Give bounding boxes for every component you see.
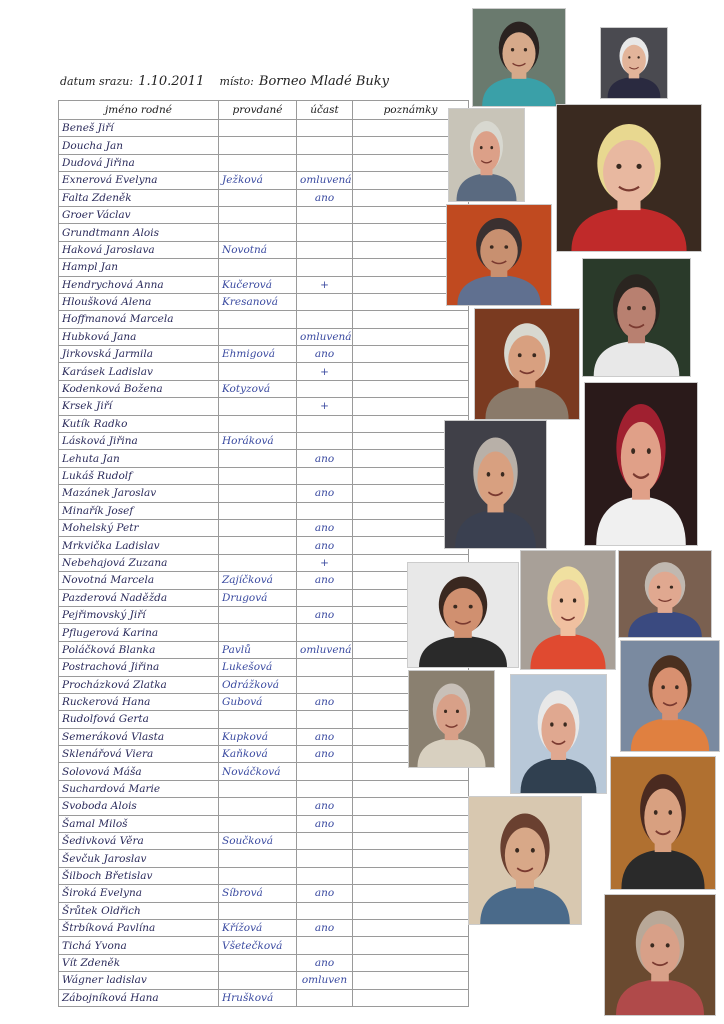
table-row (59, 311, 469, 328)
table-row (59, 433, 469, 450)
birth-name-cell: Kodenková Božena (59, 380, 219, 397)
notes-cell (353, 346, 469, 363)
attendance-cell: ano (297, 919, 353, 936)
married-name-cell (219, 624, 297, 641)
photo (620, 640, 720, 752)
attendance-cell (297, 224, 353, 241)
attendance-cell (297, 937, 353, 954)
birth-name-cell: Ševčuk Jaroslav (59, 850, 219, 867)
birth-name-cell: Hoffmanová Marcela (59, 311, 219, 328)
married-name-cell: Horáková (219, 433, 297, 450)
married-name-cell (219, 224, 297, 241)
notes-cell (353, 311, 469, 328)
table-row (59, 676, 469, 693)
married-name-cell: Kučerová (219, 276, 297, 293)
birth-name-cell: Pazderová Naděžda (59, 589, 219, 606)
married-name-cell (219, 137, 297, 154)
attendance-cell: ano (297, 519, 353, 536)
table-row (59, 989, 469, 1006)
attendance-cell: ano (297, 572, 353, 589)
notes-cell (353, 972, 469, 989)
birth-name-cell: Doucha Jan (59, 137, 219, 154)
table-row (59, 850, 469, 867)
table-row (59, 972, 469, 989)
birth-name-cell: Mazánek Jaroslav (59, 485, 219, 502)
attendance-cell: ano (297, 885, 353, 902)
birth-name-cell: Mohelský Petr (59, 519, 219, 536)
birth-name-cell: Hendrychová Anna (59, 276, 219, 293)
attendance-cell (297, 259, 353, 276)
attendance-cell (297, 763, 353, 780)
attendance-cell (297, 989, 353, 1006)
table-row (59, 833, 469, 850)
birth-name-cell: Sklenářová Viera (59, 746, 219, 763)
married-name-cell: Kaňková (219, 746, 297, 763)
notes-cell (353, 867, 469, 884)
attendance-cell (297, 502, 353, 519)
married-name-cell (219, 798, 297, 815)
married-name-cell: Kresanová (219, 293, 297, 310)
table-row (59, 467, 469, 484)
married-name-cell (219, 502, 297, 519)
table-row (59, 398, 469, 415)
notes-cell (353, 780, 469, 797)
photo (510, 674, 607, 794)
birth-name-cell: Lukáš Rudolf (59, 467, 219, 484)
attendance-cell (297, 850, 353, 867)
birth-name-cell: Grundtmann Alois (59, 224, 219, 241)
table-row (59, 363, 469, 380)
attendance-cell (297, 380, 353, 397)
notes-cell (353, 919, 469, 936)
table-row (59, 937, 469, 954)
attendance-cell (297, 659, 353, 676)
table-row (59, 746, 469, 763)
photo (407, 562, 519, 668)
married-name-cell: Ehmigová (219, 346, 297, 363)
attendance-sheet (58, 100, 468, 1020)
notes-cell (353, 380, 469, 397)
married-name-cell: Nováčková (219, 763, 297, 780)
birth-name-cell: Lásková Jiřina (59, 433, 219, 450)
table-row (59, 241, 469, 258)
table-row (59, 502, 469, 519)
photo (448, 108, 525, 202)
birth-name-cell: Poláčková Blanka (59, 641, 219, 658)
married-name-cell (219, 328, 297, 345)
attendance-cell: ano (297, 606, 353, 623)
table-row (59, 867, 469, 884)
married-name-cell (219, 850, 297, 867)
birth-name-cell: Exnerová Evelyna (59, 172, 219, 189)
married-name-cell: Ježková (219, 172, 297, 189)
attendance-cell: ano (297, 693, 353, 710)
table-row (59, 328, 469, 345)
married-name-cell (219, 972, 297, 989)
married-name-cell (219, 120, 297, 137)
attendance-cell (297, 206, 353, 223)
notes-cell (353, 815, 469, 832)
birth-name-cell: Suchardová Marie (59, 780, 219, 797)
birth-name-cell: Solovová Máša (59, 763, 219, 780)
attendance-cell (297, 293, 353, 310)
birth-name-cell: Hloušková Alena (59, 293, 219, 310)
photo (520, 550, 616, 670)
attendance-cell (297, 415, 353, 432)
birth-name-cell: Štrbíková Pavlína (59, 919, 219, 936)
table-row (59, 815, 469, 832)
married-name-cell (219, 867, 297, 884)
column-header-birth-name: jméno rodné (59, 101, 219, 120)
table-row (59, 224, 469, 241)
birth-name-cell: Zábojníková Hana (59, 989, 219, 1006)
married-name-cell: Kupková (219, 728, 297, 745)
married-name-cell (219, 815, 297, 832)
table-row (59, 728, 469, 745)
birth-name-cell: Groer Václav (59, 206, 219, 223)
birth-name-cell: Hampl Jan (59, 259, 219, 276)
married-name-cell: Síbrová (219, 885, 297, 902)
photo (584, 382, 698, 546)
photo (582, 258, 691, 377)
attendance-cell: omluvená (297, 328, 353, 345)
married-name-cell: Odrážková (219, 676, 297, 693)
attendance-cell (297, 780, 353, 797)
married-name-cell (219, 711, 297, 728)
married-name-cell (219, 467, 297, 484)
table-row (59, 798, 469, 815)
birth-name-cell: Novotná Marcela (59, 572, 219, 589)
photo (468, 796, 582, 925)
married-name-cell: Drugová (219, 589, 297, 606)
married-name-cell (219, 363, 297, 380)
notes-cell (353, 328, 469, 345)
table-row (59, 763, 469, 780)
married-name-cell (219, 554, 297, 571)
married-name-cell: Součková (219, 833, 297, 850)
birth-name-cell: Pejřimovský Jiří (59, 606, 219, 623)
date-value: 1.10.2011 (138, 74, 205, 89)
table-row (59, 120, 469, 137)
married-name-cell: Novotná (219, 241, 297, 258)
attendance-cell (297, 711, 353, 728)
married-name-cell (219, 450, 297, 467)
birth-name-cell: Semeráková Vlasta (59, 728, 219, 745)
attendance-cell (297, 833, 353, 850)
attendance-cell: ano (297, 815, 353, 832)
attendance-cell: omluven (297, 972, 353, 989)
birth-name-cell: Falta Zdeněk (59, 189, 219, 206)
married-name-cell: Gubová (219, 693, 297, 710)
birth-name-cell: Svoboda Alois (59, 798, 219, 815)
married-name-cell (219, 954, 297, 971)
notes-cell (353, 798, 469, 815)
table-row (59, 954, 469, 971)
table-row (59, 415, 469, 432)
birth-name-cell: Karásek Ladislav (59, 363, 219, 380)
photo (600, 27, 668, 99)
notes-cell (353, 398, 469, 415)
notes-cell (353, 363, 469, 380)
table-row (59, 293, 469, 310)
attendance-cell (297, 120, 353, 137)
table-row (59, 537, 469, 554)
married-name-cell (219, 398, 297, 415)
married-name-cell (219, 259, 297, 276)
attendance-cell: + (297, 398, 353, 415)
photo (610, 756, 716, 890)
birth-name-cell: Haková Jaroslava (59, 241, 219, 258)
attendance-cell (297, 467, 353, 484)
attendance-cell: + (297, 363, 353, 380)
table-row (59, 519, 469, 536)
attendance-cell: omluvená (297, 641, 353, 658)
place-value: Borneo Mladé Buky (258, 74, 390, 89)
notes-cell (353, 937, 469, 954)
birth-name-cell: Šrůtek Oldřich (59, 902, 219, 919)
attendance-cell (297, 589, 353, 606)
married-name-cell (219, 902, 297, 919)
photo (556, 104, 702, 252)
photo (446, 204, 552, 306)
date-label: datum srazu: (60, 75, 134, 88)
table-row (59, 346, 469, 363)
photo (618, 550, 712, 638)
birth-name-cell: Hubková Jana (59, 328, 219, 345)
table-row (59, 450, 469, 467)
birth-name-cell: Vít Zdeněk (59, 954, 219, 971)
married-name-cell: Křížová (219, 919, 297, 936)
attendance-cell: ano (297, 189, 353, 206)
birth-name-cell: Minařík Josef (59, 502, 219, 519)
married-name-cell: Všetečková (219, 937, 297, 954)
notes-cell (353, 885, 469, 902)
attendance-cell (297, 154, 353, 171)
attendance-cell: + (297, 554, 353, 571)
birth-name-cell: Pflugerová Karina (59, 624, 219, 641)
married-name-cell (219, 606, 297, 623)
attendance-cell: ano (297, 485, 353, 502)
document-header (60, 70, 399, 89)
photo (474, 308, 580, 420)
birth-name-cell: Mrkvička Ladislav (59, 537, 219, 554)
birth-name-cell: Dudová Jiřina (59, 154, 219, 171)
birth-name-cell: Šedivková Věra (59, 833, 219, 850)
birth-name-cell: Postrachová Jiřina (59, 659, 219, 676)
table-row (59, 259, 469, 276)
table-row (59, 137, 469, 154)
married-name-cell: Zajíčková (219, 572, 297, 589)
attendance-cell: ano (297, 728, 353, 745)
attendance-cell: ano (297, 746, 353, 763)
birth-name-cell: Wágner ladislav (59, 972, 219, 989)
attendance-table (58, 100, 469, 1007)
attendance-cell (297, 676, 353, 693)
table-row (59, 780, 469, 797)
birth-name-cell: Beneš Jiří (59, 120, 219, 137)
married-name-cell (219, 189, 297, 206)
table-header-row (59, 101, 469, 120)
photo (408, 670, 495, 768)
column-header-notes: poznámky (353, 101, 469, 120)
table-row (59, 172, 469, 189)
married-name-cell (219, 485, 297, 502)
table-row (59, 902, 469, 919)
table-row (59, 885, 469, 902)
attendance-cell: ano (297, 346, 353, 363)
table-row (59, 485, 469, 502)
notes-cell (353, 954, 469, 971)
birth-name-cell: Lehuta Jan (59, 450, 219, 467)
table-row (59, 276, 469, 293)
married-name-cell (219, 415, 297, 432)
birth-name-cell: Šilboch Břetislav (59, 867, 219, 884)
table-row (59, 154, 469, 171)
attendance-cell (297, 433, 353, 450)
birth-name-cell: Šamal Miloš (59, 815, 219, 832)
birth-name-cell: Ruckerová Hana (59, 693, 219, 710)
table-row (59, 711, 469, 728)
table-row (59, 919, 469, 936)
attendance-cell: ano (297, 537, 353, 554)
place-label: místo: (219, 75, 254, 88)
birth-name-cell: Jirkovská Jarmila (59, 346, 219, 363)
attendance-cell: omluvená (297, 172, 353, 189)
attendance-cell (297, 311, 353, 328)
birth-name-cell: Kutík Radko (59, 415, 219, 432)
attendance-cell: + (297, 276, 353, 293)
photo (604, 894, 716, 1016)
married-name-cell: Lukešová (219, 659, 297, 676)
column-header-attendance: účast (297, 101, 353, 120)
married-name-cell: Pavlů (219, 641, 297, 658)
notes-cell (353, 833, 469, 850)
married-name-cell (219, 154, 297, 171)
married-name-cell (219, 780, 297, 797)
married-name-cell (219, 537, 297, 554)
married-name-cell (219, 311, 297, 328)
photo (444, 420, 547, 549)
birth-name-cell: Procházková Zlatka (59, 676, 219, 693)
attendance-cell: ano (297, 954, 353, 971)
birth-name-cell: Tichá Yvona (59, 937, 219, 954)
notes-cell (353, 850, 469, 867)
table-row (59, 189, 469, 206)
birth-name-cell: Krsek Jiří (59, 398, 219, 415)
table-row (59, 693, 469, 710)
attendance-cell (297, 867, 353, 884)
attendance-cell (297, 624, 353, 641)
married-name-cell: Kotyzová (219, 380, 297, 397)
notes-cell (353, 989, 469, 1006)
photo (472, 8, 566, 107)
attendance-cell: ano (297, 450, 353, 467)
attendance-cell (297, 137, 353, 154)
attendance-cell (297, 902, 353, 919)
table-row (59, 206, 469, 223)
notes-cell (353, 902, 469, 919)
column-header-married-name: provdané (219, 101, 297, 120)
birth-name-cell: Rudolfová Gerta (59, 711, 219, 728)
birth-name-cell: Nebehajová Zuzana (59, 554, 219, 571)
married-name-cell (219, 206, 297, 223)
attendance-cell: ano (297, 798, 353, 815)
married-name-cell (219, 519, 297, 536)
attendance-cell (297, 241, 353, 258)
birth-name-cell: Široká Evelyna (59, 885, 219, 902)
table-row (59, 380, 469, 397)
married-name-cell: Hrušková (219, 989, 297, 1006)
